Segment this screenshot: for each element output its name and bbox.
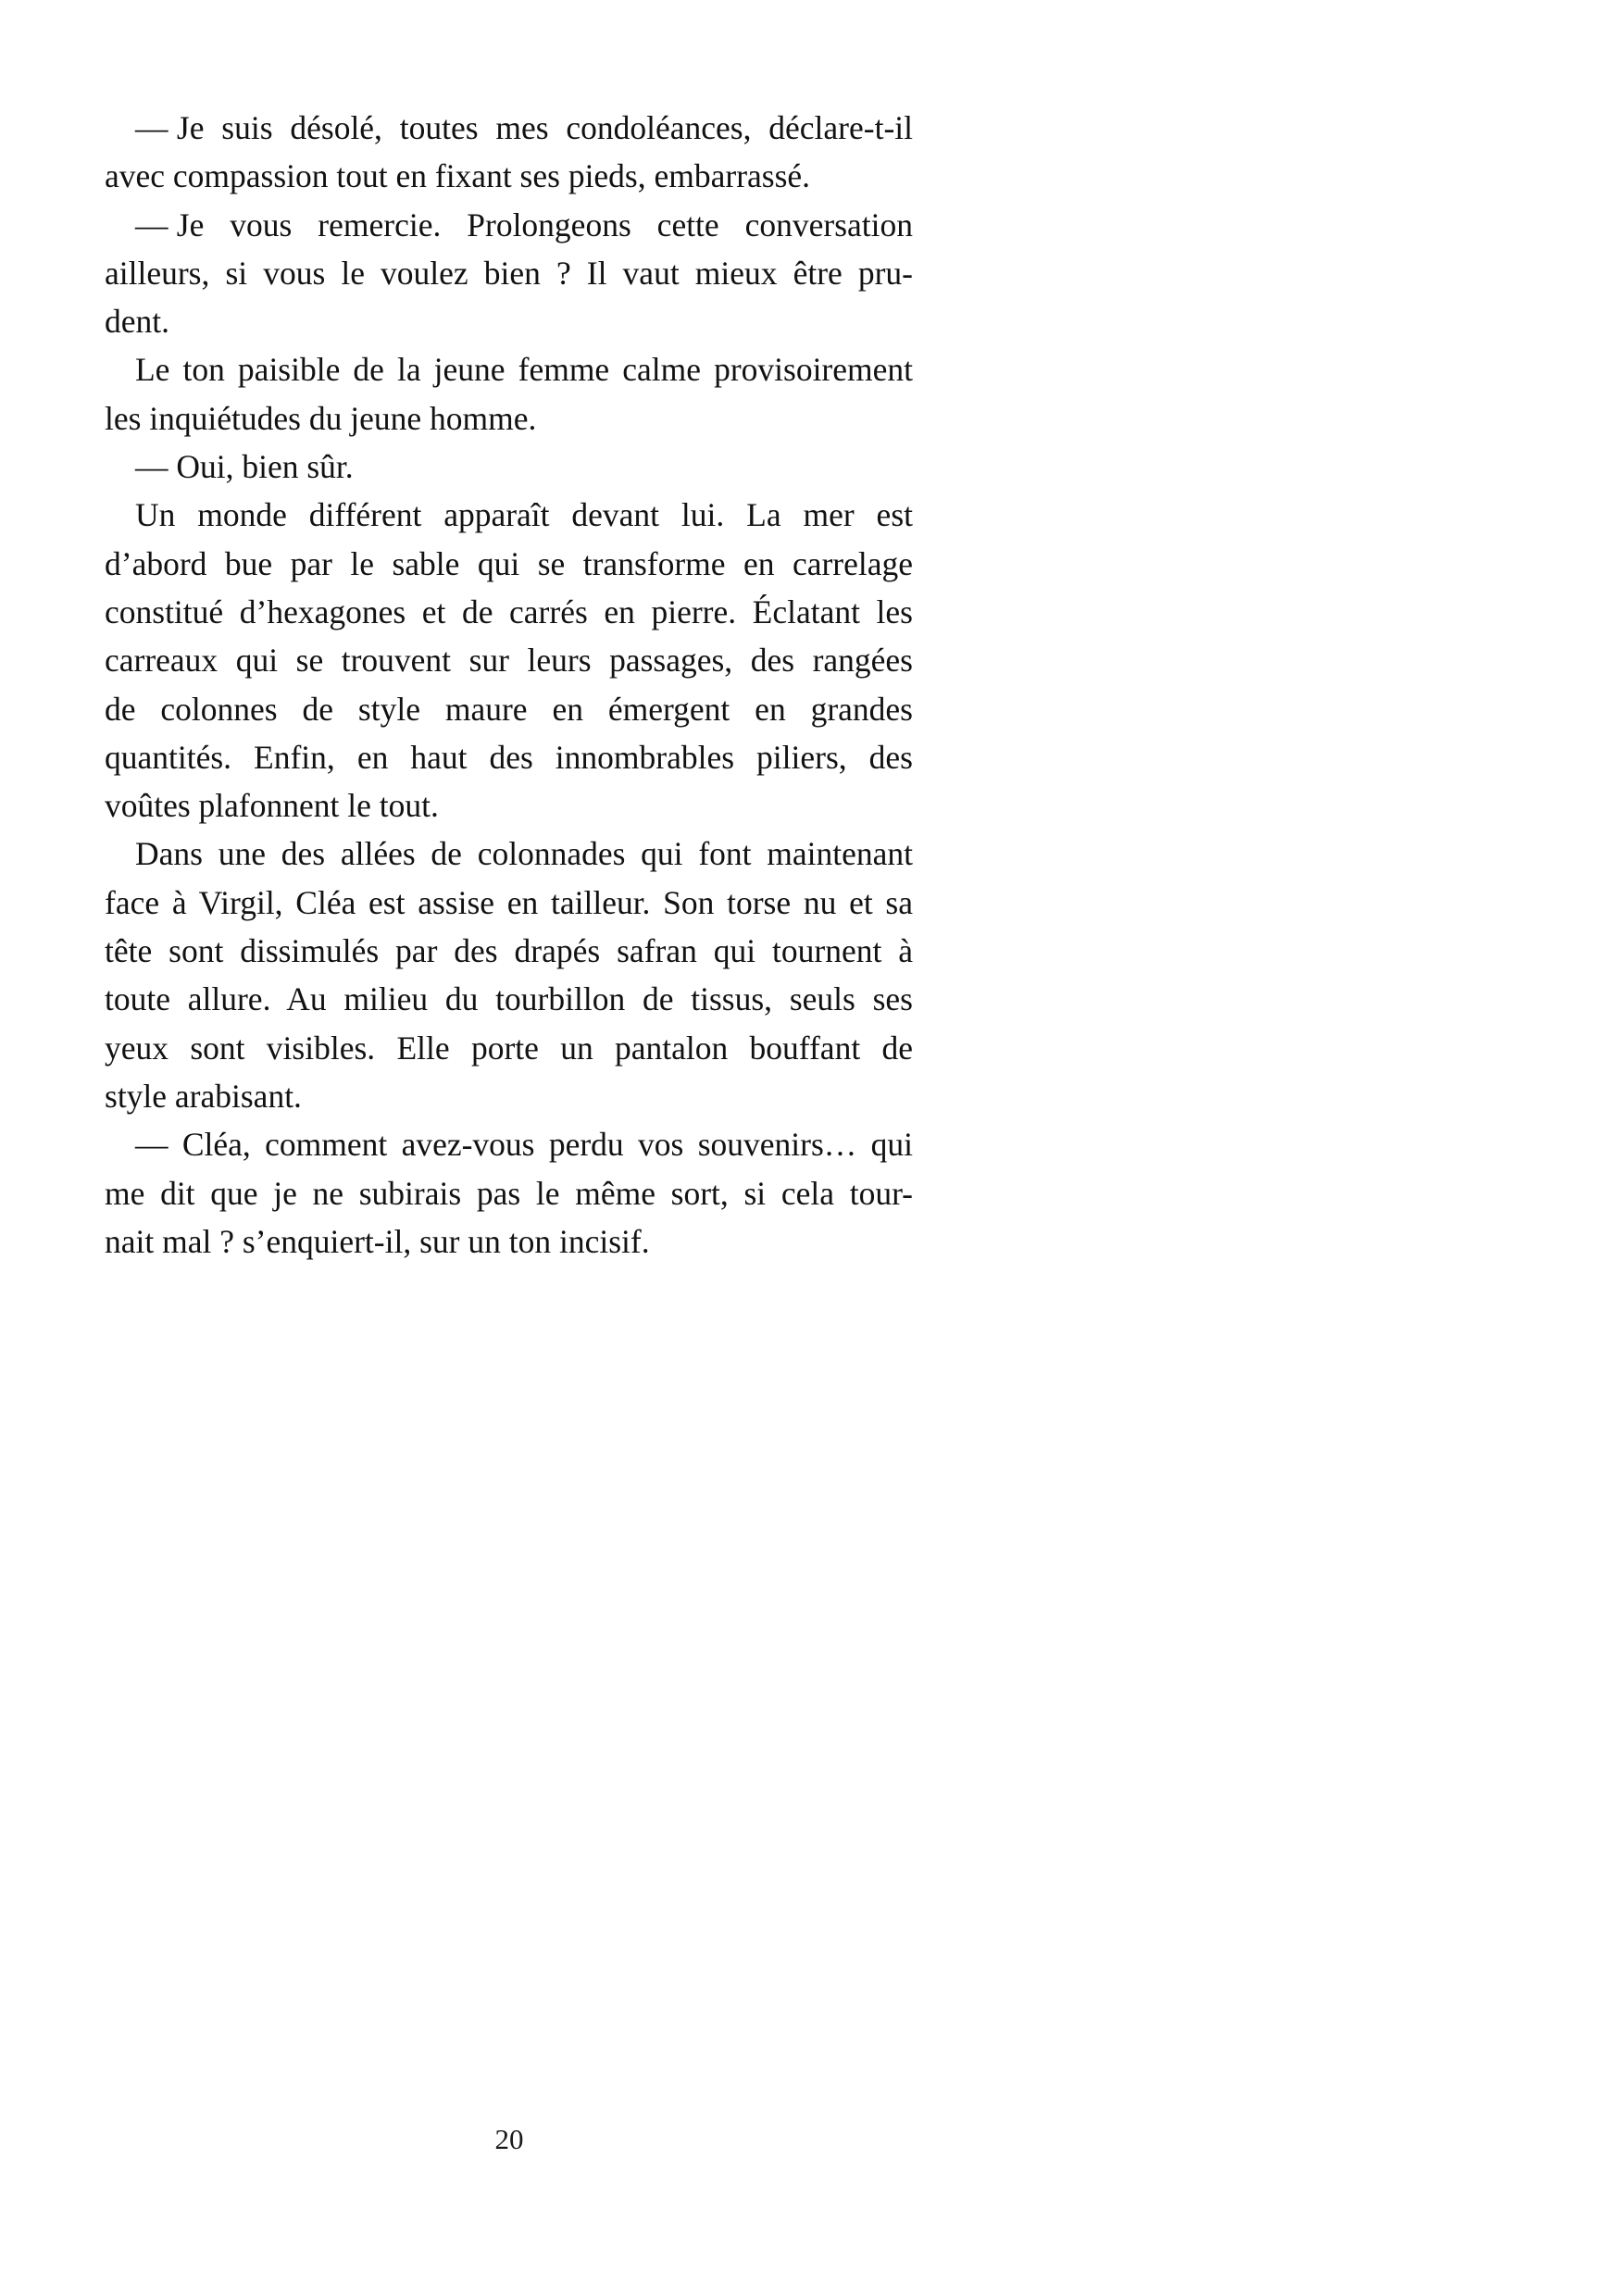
text-line: yeux sont visibles. Elle porte un pantalon bouffant de <box>105 1029 913 1067</box>
text-line: — Je suis désolé, toutes mes condoléances, déclare-t-il <box>135 109 913 146</box>
body-text-block <box>105 104 913 1266</box>
text-line: nait mal ? s’enquiert-il, sur un ton incisif. <box>105 1222 650 1260</box>
text-line: d’abord bue par le sable qui se transforme en carrelage <box>105 544 913 582</box>
text-line: avec compassion tout en fixant ses pieds, embarrassé. <box>105 157 811 195</box>
paragraph-narrative-3 <box>105 830 913 1120</box>
text-line: tête sont dissimulés par des drapés safran qui tournent à <box>105 932 913 970</box>
page-number: 20 <box>494 2123 524 2155</box>
text-line: ailleurs, si vous le voulez bien ? Il vaut mieux être pru- <box>105 254 913 292</box>
text-line: me dit que je ne subirais pas le même sort, si cela tour- <box>105 1174 913 1212</box>
text-line: Dans une des allées de colonnades qui font maintenant <box>135 835 913 873</box>
text-line: — Oui, bien sûr. <box>135 448 354 486</box>
paragraph-dialogue-2 <box>105 201 913 346</box>
text-line: toute allure. Au milieu du tourbillon de tissus, seuls ses <box>105 980 913 1018</box>
paragraph-narrative-1 <box>105 345 913 443</box>
paragraph-narrative-2 <box>105 491 913 830</box>
text-line: carreaux qui se trouvent sur leurs passages, des rangées <box>105 642 913 680</box>
paragraph-dialogue-4 <box>105 1120 913 1266</box>
paragraph-dialogue-3 <box>105 443 913 491</box>
text-line: Un monde différent apparaît devant lui. La mer est <box>135 496 913 534</box>
text-line: Le ton paisible de la jeune femme calme provisoirement <box>135 351 913 389</box>
text-line: face à Virgil, Cléa est assise en tailleur. Son torse nu et sa <box>105 883 913 921</box>
text-line: style arabisant. <box>105 1077 302 1115</box>
text-line: de colonnes de style maure en émergent en grandes <box>105 690 913 728</box>
paragraph-dialogue-1 <box>105 104 913 201</box>
text-line: dent. <box>105 303 169 341</box>
text-line: constitué d’hexagones et de carrés en pierre. Éclatant les <box>105 593 913 630</box>
text-line: voûtes plafonnent le tout. <box>105 787 439 825</box>
text-line: quantités. Enfin, en haut des innombrables piliers, des <box>105 738 913 776</box>
text-line: les inquiétudes du jeune homme. <box>105 399 537 437</box>
text-line: — Cléa, comment avez-vous perdu vos souvenirs… qui <box>135 1126 913 1164</box>
text-line: — Je vous remercie. Prolongeons cette conversation <box>135 206 913 243</box>
